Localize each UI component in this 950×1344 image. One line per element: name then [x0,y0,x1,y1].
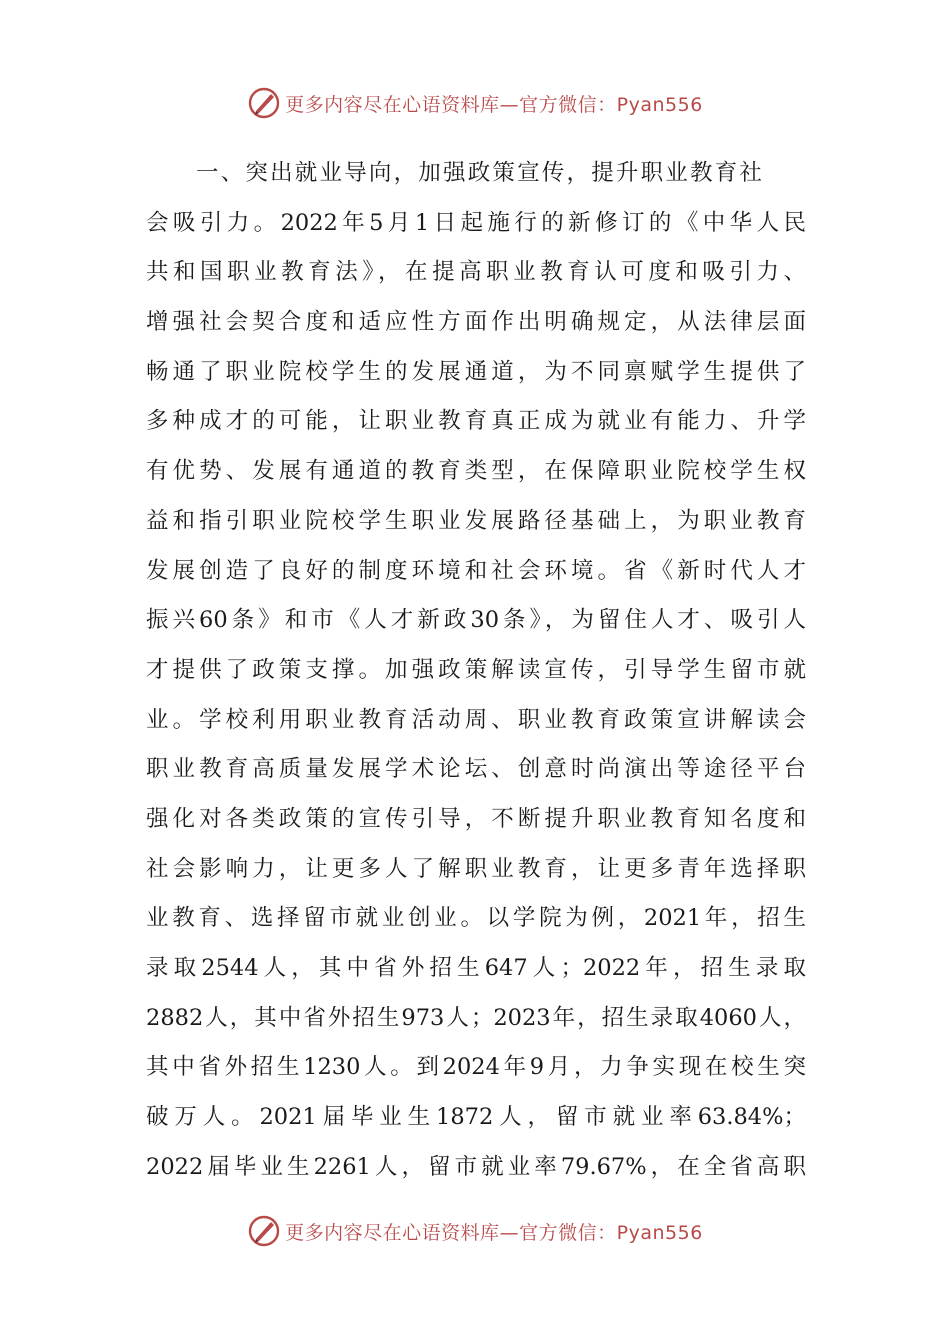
watermark-footer [0,1211,950,1251]
paragraph-line: 社会影响力，让更多人了解职业教育，让更多青年选择职 [146,855,806,882]
paragraph-line: 录取2544人，其中省外招生647人；2022年，招生录取 [146,955,806,981]
paragraph-line: 益和指引职业院校学生职业发展路径基础上，为职业教育 [146,507,806,534]
paragraph-line: 一、突出就业导向，加强政策宣传，提升职业教育社 [196,160,765,186]
watermark-header [0,83,950,123]
paragraph-line: 2022届毕业生2261人，留市就业率79.67%，在全省高职 [146,1153,806,1180]
watermark-text: 更多内容尽在心语资料库—官方微信：Pyan556 [285,93,703,116]
paragraph-line: 增强社会契合度和适应性方面作出明确规定，从法律层面 [146,309,806,336]
paragraph-line: 畅通了职业院校学生的发展通道，为不同禀赋学生提供了 [146,358,806,385]
paragraph-line: 强化对各类政策的宣传引导，不断提升职业教育知名度和 [146,805,806,832]
paragraph-line: 业。学校利用职业教育活动周、职业教育政策宣讲解读会 [146,706,806,733]
paragraph-line: 有优势、发展有通道的教育类型，在保障职业院校学生权 [146,458,806,485]
paragraph-line: 会吸引力。2022年5月1日起施行的新修订的《中华人民 [146,209,806,236]
watermark-text: 更多内容尽在心语资料库—官方微信：Pyan556 [285,1221,703,1244]
paragraph-line: 才提供了政策支撑。加强政策解读宣传，引导学生留市就 [146,656,806,683]
pen-circle-icon [247,1214,281,1248]
paragraph-line: 振兴60条》和市《人才新政30条》，为留住人才、吸引人 [146,607,806,634]
paragraph-line: 发展创造了良好的制度环境和社会环境。省《新时代人才 [146,557,806,584]
paragraph-line: 业教育、选择留市就业创业。以学院为例，2021年，招生 [146,905,806,932]
paragraph-line: 其中省外招生1230人。到2024年9月，力争实现在校生突 [146,1054,806,1081]
document-body [146,149,806,1192]
paragraph-line: 2882人，其中省外招生973人；2023年，招生录取4060人， [146,1004,806,1031]
paragraph-line: 共和国职业教育法》，在提高职业教育认可度和吸引力、 [146,259,806,286]
pen-circle-icon [247,86,281,120]
paragraph-line: 多种成才的可能，让职业教育真正成为就业有能力、升学 [146,408,806,435]
paragraph-line: 职业教育高质量发展学术论坛、创意时尚演出等途径平台 [146,756,806,783]
paragraph-line: 破万人。2021届毕业生1872人，留市就业率63.84%； [146,1104,806,1131]
